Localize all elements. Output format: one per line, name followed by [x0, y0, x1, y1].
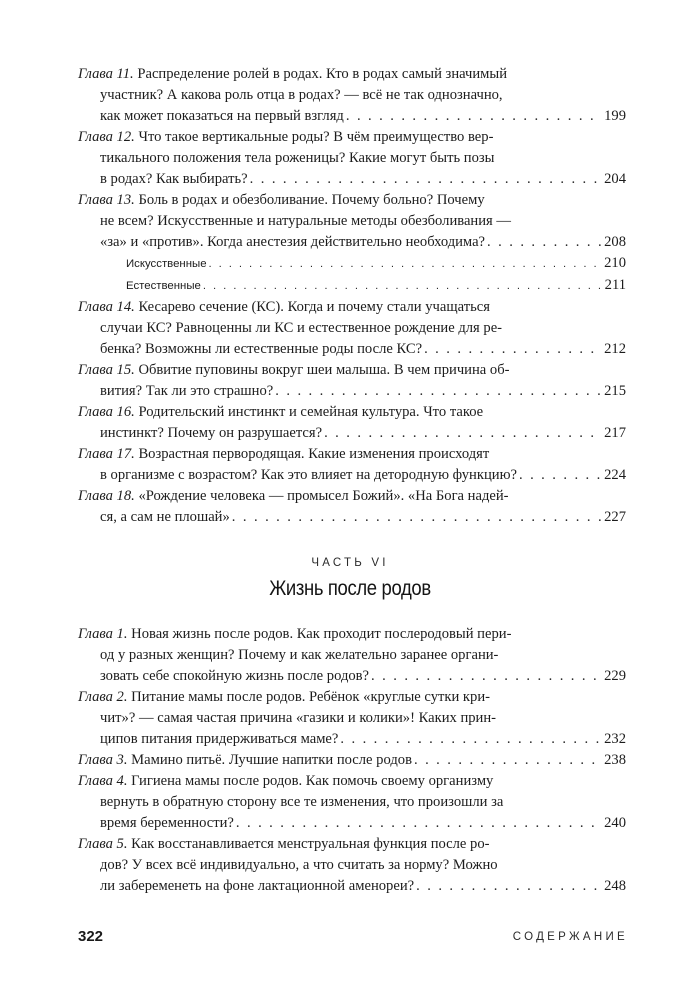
- toc-entry: [78, 402, 626, 444]
- chapter-text: тикального положения тела роженицы? Какие могут быть позы: [100, 150, 495, 166]
- page-number: 232: [604, 731, 626, 747]
- page-number: 210: [604, 255, 626, 271]
- dot-leader: [416, 876, 602, 897]
- chapter-label: Глава 1.: [78, 626, 128, 642]
- chapter-text: Гигиена мамы после родов. Как помочь своему организму: [131, 773, 494, 789]
- toc-entry: [78, 486, 626, 528]
- page-number: 208: [604, 234, 626, 250]
- chapter-label: Глава 4.: [78, 773, 128, 789]
- toc-top-section: [78, 64, 626, 528]
- page-number: 238: [604, 752, 626, 768]
- chapter-text: не всем? Искусственные и натуральные методы обезболивания —: [100, 213, 512, 229]
- chapter-label: Глава 12.: [78, 129, 135, 145]
- page-number: 227: [604, 509, 626, 525]
- dot-leader: [487, 232, 602, 253]
- part-label: ЧАСТЬ VI: [311, 557, 389, 569]
- chapter-text: Боль в родах и обезболивание. Почему больно? Почему: [138, 192, 485, 208]
- toc-entry: [78, 297, 626, 360]
- chapter-label: Глава 13.: [78, 192, 135, 208]
- page-number: 204: [604, 171, 626, 187]
- dot-leader: [250, 169, 602, 190]
- page-number: 211: [604, 277, 626, 293]
- toc-entry: [78, 771, 626, 834]
- chapter-label: Глава 11.: [78, 66, 134, 82]
- chapter-text: од у разных женщин? Почему и как желательно заранее органи-: [100, 647, 499, 663]
- chapter-text: «Рождение человека — промысел Божий». «На Бога надей-: [138, 488, 509, 504]
- dot-leader: [340, 729, 602, 750]
- chapter-label: Глава 14.: [78, 299, 135, 315]
- chapter-text: Как восстанавливается менструальная функция после ро-: [131, 836, 490, 852]
- chapter-text: Распределение ролей в родах. Кто в родах самый значимый: [137, 66, 508, 82]
- toc-entry: [78, 360, 626, 402]
- chapter-text: Возрастная первородящая. Какие изменения происходят: [138, 446, 490, 462]
- page-number: 215: [604, 383, 626, 399]
- toc-entry: [78, 750, 626, 771]
- page-number: 217: [604, 425, 626, 441]
- chapter-text: в организме с возрастом? Как это влияет на детородную функцию?: [100, 467, 517, 483]
- chapter-text: Обвитие пуповины вокруг шеи малыша. В чем причина об-: [138, 362, 510, 378]
- subentry-label: Естественные: [126, 280, 201, 292]
- chapter-text: Питание мамы после родов. Ребёнок «круглые сутки кри-: [131, 689, 490, 705]
- chapter-text: бенка? Возможны ли естественные роды после КС?: [100, 341, 423, 357]
- toc-entry: [78, 64, 626, 127]
- subentry-label: Искусственные: [126, 258, 207, 270]
- chapter-text: участник? А какова роль отца в родах? — всё не так однозначно,: [100, 87, 503, 103]
- toc-entry: [78, 834, 626, 897]
- toc-subentry: [78, 253, 626, 275]
- chapter-text: время беременности?: [100, 815, 234, 831]
- dot-leader: [232, 507, 602, 528]
- chapter-text: Новая жизнь после родов. Как проходит послеродовый пери-: [131, 626, 512, 642]
- page-number: 212: [604, 341, 626, 357]
- chapter-text: Родительский инстинкт и семейная культура. Что такое: [138, 404, 484, 420]
- chapter-text: вития? Так ли это страшно?: [100, 383, 274, 399]
- dot-leader: [203, 276, 603, 297]
- chapter-label: Глава 18.: [78, 488, 135, 504]
- toc-entry: [78, 624, 626, 687]
- chapter-text: дов? У всех всё индивидуально, а что считать за норму? Можно: [100, 857, 498, 873]
- chapter-text: Мамино питьё. Лучшие напитки после родов: [131, 752, 412, 768]
- chapter-text: зовать себе спокойную жизнь после родов?: [100, 668, 370, 684]
- chapter-label: Глава 15.: [78, 362, 135, 378]
- chapter-text: случаи КС? Равноценны ли КС и естественное рождение для ре-: [100, 320, 503, 336]
- page-number: 229: [604, 668, 626, 684]
- dot-leader: [275, 381, 602, 402]
- dot-leader: [371, 666, 602, 687]
- chapter-label: Глава 3.: [78, 752, 128, 768]
- toc-entry: [78, 687, 626, 750]
- dot-leader: [414, 750, 602, 771]
- chapter-text: как может показаться на первый взгляд: [100, 108, 344, 124]
- chapter-label: Глава 17.: [78, 446, 135, 462]
- chapter-text: ципов питания придерживаться маме?: [100, 731, 339, 747]
- page-number: 248: [604, 878, 626, 894]
- toc-subentry: [78, 275, 626, 297]
- chapter-text: вернуть в обратную сторону все те изменения, что произошли за: [100, 794, 504, 810]
- chapter-text: ли забеременеть на фоне лактационной аменореи?: [100, 878, 415, 894]
- page-number: 240: [604, 815, 626, 831]
- dot-leader: [519, 465, 602, 486]
- chapter-text: в родах? Как выбирать?: [100, 171, 248, 187]
- chapter-label: Глава 5.: [78, 836, 128, 852]
- toc-entry: [78, 190, 626, 297]
- dot-leader: [236, 813, 602, 834]
- chapter-text: инстинкт? Почему он разрушается?: [100, 425, 323, 441]
- page-number: 224: [604, 467, 626, 483]
- chapter-text: Что такое вертикальные роды? В чём преимущество вер-: [138, 129, 494, 145]
- dot-leader: [324, 423, 602, 444]
- chapter-text: ся, а сам не плошай»: [100, 509, 230, 525]
- chapter-text: чит»? — самая частая причина «газики и колики»! Каких прин-: [100, 710, 497, 726]
- dot-leader: [209, 254, 603, 275]
- chapter-label: Глава 16.: [78, 404, 135, 420]
- page-number: 199: [604, 108, 626, 124]
- part-title: Жизнь после родов: [269, 577, 431, 600]
- dot-leader: [424, 339, 602, 360]
- dot-leader: [346, 106, 602, 127]
- toc-bottom-section: [78, 624, 626, 897]
- footer-section-title: СОДЕРЖАНИЕ: [512, 931, 628, 943]
- chapter-text: Кесарево сечение (КС). Когда и почему стали учащаться: [138, 299, 490, 315]
- toc-entry: [78, 444, 626, 486]
- toc-entry: [78, 127, 626, 190]
- chapter-text: «за» и «против». Когда анестезия действительно необходима?: [100, 234, 486, 250]
- chapter-label: Глава 2.: [78, 689, 128, 705]
- footer-page-number: 322: [78, 928, 104, 945]
